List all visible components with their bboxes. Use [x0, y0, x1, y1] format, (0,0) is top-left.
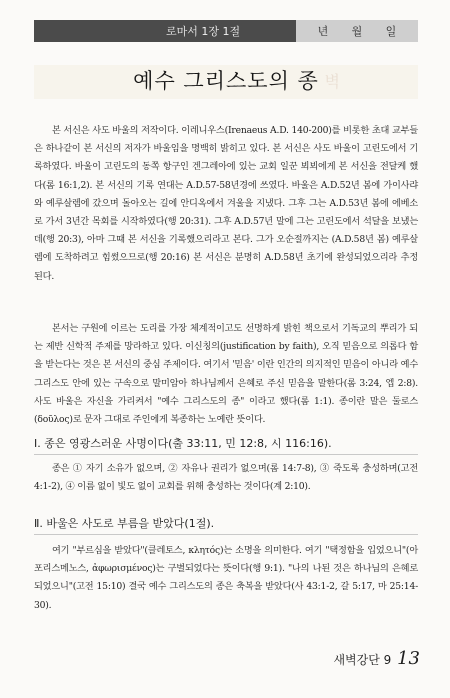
- book-name: 새벽강단 9: [333, 653, 392, 667]
- chapter-reference: 로마서 1장 1절: [34, 20, 296, 42]
- body-paragraph-2: 본서는 구원에 이르는 도리를 가장 체계적이고도 선명하게 밝힌 책으로서 기독교의 뿌리가 되는 제반 신학적 주제를 망라하고 있다. 이신칭의(justification by faith), 오직 믿음으로 의롭다 함을 받는다는 것은 본 서신의 중심 주제이다. 여기서 '믿음' 이란 인간의 의지적인 믿음이 아니라 예수 그리스도 안에 있는 구속으로 말미암아 하나님께서 은혜로 주신 믿음을 말한다(롬 3:24, 엡 2:8). 사도 바울은 자신을 가리켜서 "예수 그리스도의 종" 이라고 했다(롬 1:1). 종이란 말은 둘로스(δοῦλος)로 문자 그대로 주인에게 복종하는 노예란 뜻이다.: [34, 323, 418, 426]
- page-number: 13: [397, 648, 420, 669]
- body-paragraph-1: 본 서신은 사도 바울의 저작이다. 이레니우스(Irenaeus A.D. 140-200)를 비롯한 초대 교부들은 하나같이 본 서신의 저자가 바울임을 명백히 밝히고 있다. 본 서신은 사도 바울이 고린도에서 기록하였다. 바울이 고린도의 동쪽 항구인 겐그레아에 있는 교회 일꾼 뵈뵈에게 본 서신을 전달케 했다(롬 16:1,2). 본 서신의 기록 연대는 A.D.57-58년경에 쓰였다. 바울은 A.D.52년 봄에 가이사랴와 예루살렘에 갔으며 돌아오는 길에 안디옥에서 겨울을 지냈다. 그후 그는 A.D.53년 봄에 에베소로 가서 3년간 목회를 시작하였다(행 20:31). 그후 A.D.57년 말에 그는 고린도에서 석달을 보냈는데(행 20:3), 아마 그때 본 서신을 기록했으리라고 본다. 그가 오순절까지는 (A.D.58년 봄) 예루살렘에 도착하려고 힘썼으므로(행 20:16) 본 서신은 분명히 A.D.58년 초기에 완성되었으리라 추정된다.: [34, 125, 418, 282]
- title-ghost-text: 벽: [324, 72, 340, 91]
- title-block: [34, 63, 418, 103]
- year-label: 년: [317, 25, 329, 38]
- section-body-2: 여기 "부르심을 받았다"(클레토스, κλητός)는 소명을 의미한다. 여기 "택정함을 입었으니"(아포리스메노스, ἀφωρισμένος)는 구별되었다는 뜻이다(행 9:1). "나의 나된 것은 하나님의 은혜로 되었으니"(고전 15:10) 결국 예수 그리스도의 종은 축복을 받았다(사 43:1-2, 갈 5:17, 마 25:14-30).: [34, 545, 418, 611]
- page-header: [34, 20, 418, 42]
- section-body-1: 종은 ① 자기 소유가 없으며, ② 자유나 권리가 없으며(롬 14:7-8), ③ 죽도록 충성하며(고전 4:1-2), ④ 이름 없이 빛도 없이 교회를 위해 충성하는 것이다(계 2:10).: [34, 463, 418, 493]
- day-label: 일: [385, 25, 397, 38]
- date-fields: [296, 20, 418, 42]
- section-heading-2: Ⅱ. 바울은 사도로 부름을 받았다(1절).: [34, 514, 418, 535]
- month-label: 월: [351, 25, 363, 38]
- page-title: 예수 그리스도의 종: [133, 69, 319, 93]
- section-heading-1: Ⅰ. 종은 영광스러운 사명이다(출 33:11, 민 12:8, 시 116:16).: [34, 434, 418, 455]
- page-footer: [333, 648, 420, 669]
